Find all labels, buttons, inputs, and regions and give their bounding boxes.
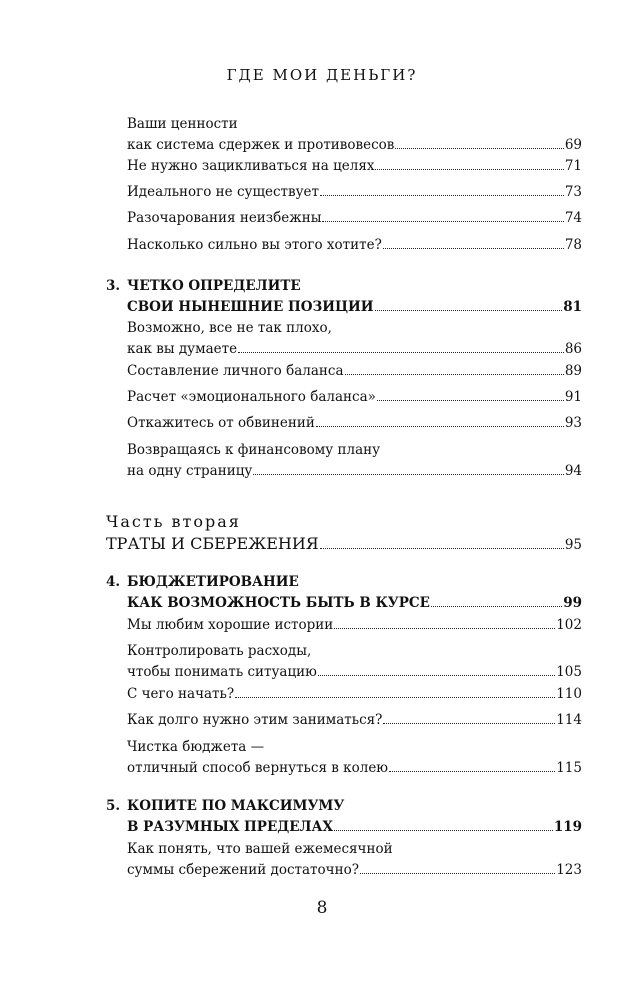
toc-entry[interactable]: [127, 440, 582, 482]
toc-entry[interactable]: [127, 710, 582, 731]
toc-entry-line: Возвращаясь к финансовому плану: [127, 442, 381, 458]
toc-page-number: 119: [553, 819, 582, 835]
toc-page-number: 102: [556, 617, 582, 633]
toc-page-number: 115: [556, 760, 582, 776]
chapter-title-line: БЮДЖЕТИРОВАНИЕ: [127, 574, 299, 590]
page-number: 8: [316, 898, 328, 918]
dot-leader: [334, 830, 553, 831]
toc-page-number: 81: [563, 299, 582, 315]
toc-page-number: 99: [563, 595, 582, 611]
toc-entry-title: чтобы понимать ситуацию: [127, 664, 317, 680]
toc-entry[interactable]: [127, 615, 582, 636]
part-label: Часть вторая: [106, 512, 241, 531]
toc-page-number: 105: [556, 664, 582, 680]
toc-entry-line: Чистка бюджета —: [127, 739, 265, 755]
toc-entry[interactable]: [127, 387, 582, 408]
toc-entry-title: Откажитесь от обвинений: [127, 415, 315, 431]
toc-entry-title: Насколько сильно вы этого хотите?: [127, 237, 382, 253]
dot-leader: [375, 169, 563, 170]
chapter-title-line: КОПИТЕ ПО МАКСИМУМУ: [127, 798, 345, 814]
dot-leader: [383, 723, 555, 724]
toc-entry[interactable]: [127, 208, 582, 229]
toc-entry-title: Как долго нужно этим заниматься?: [127, 712, 383, 728]
toc-entry-title: Разочарования неизбежны: [127, 210, 322, 226]
toc-chapter-entry[interactable]: [127, 796, 582, 838]
toc-chapter-entry[interactable]: [127, 276, 582, 318]
toc-page-number: 89: [564, 363, 582, 379]
dot-leader: [253, 474, 563, 475]
toc-entry-title: С чего начать?: [127, 686, 235, 702]
toc-entry-title: как вы думаете: [127, 341, 238, 357]
toc-part-entry[interactable]: [106, 533, 582, 556]
dot-leader: [316, 426, 564, 427]
toc-page-number: 95: [564, 537, 582, 553]
toc-page-number: 91: [564, 389, 582, 405]
toc-page-number: 69: [564, 137, 582, 153]
toc-page-number: 93: [564, 415, 582, 431]
running-head: ГДЕ МОИ ДЕНЬГИ?: [226, 66, 418, 84]
dot-leader: [389, 771, 555, 772]
toc-entry[interactable]: [127, 684, 582, 705]
toc-entry[interactable]: [127, 641, 582, 683]
toc-page-number: 110: [556, 686, 582, 702]
toc-entry-line: Возможно, все не так плохо,: [127, 320, 332, 336]
dot-leader: [320, 195, 564, 196]
toc-entry-title: на одну страницу: [127, 463, 253, 479]
chapter-title: КАК ВОЗМОЖНОСТЬ БЫТЬ В КУРСЕ: [127, 595, 430, 611]
toc-entry[interactable]: [127, 182, 582, 203]
toc-entry-title: как система сдержек и противовесов: [127, 137, 395, 153]
chapter-title-line: ЧЕТКО ОПРЕДЕЛИТЕ: [127, 278, 301, 294]
dot-leader: [322, 221, 563, 222]
toc-entry-title: отличный способ вернуться в колею: [127, 760, 389, 776]
toc-entry-title: Составление личного баланса: [127, 363, 344, 379]
toc-entry-line: Ваши ценности: [127, 116, 238, 132]
chapter-title: СВОИ НЫНЕШНИЕ ПОЗИЦИИ: [127, 299, 374, 315]
dot-leader: [334, 628, 555, 629]
toc-page-number: 86: [564, 341, 582, 357]
dot-leader: [345, 374, 564, 375]
toc-entry[interactable]: [127, 318, 582, 360]
part-title: ТРАТЫ И СБЕРЕЖЕНИЯ: [106, 534, 319, 553]
toc-entry-title: Расчет «эмоционального баланса»: [127, 389, 376, 405]
toc-entry-title: Мы любим хорошие истории: [127, 617, 334, 633]
toc-page-number: 74: [564, 210, 582, 226]
toc-page-number: 78: [564, 237, 582, 253]
chapter-title: В РАЗУМНЫХ ПРЕДЕЛАХ: [127, 819, 333, 835]
toc-page-number: 71: [564, 158, 582, 174]
chapter-number: 4.: [106, 574, 121, 590]
toc-entry[interactable]: [127, 235, 582, 256]
toc-page-number: 94: [564, 463, 582, 479]
toc-entry-title: Не нужно зацикливаться на целях: [127, 158, 375, 174]
toc-entry[interactable]: [127, 839, 582, 881]
chapter-number: 3.: [106, 278, 121, 294]
dot-leader: [383, 248, 564, 249]
toc-entry[interactable]: [127, 361, 582, 382]
toc-entry[interactable]: [127, 737, 582, 779]
toc-entry-title: Идеального не существует: [127, 184, 320, 200]
toc-entry-title: суммы сбережений достаточно?: [127, 862, 359, 878]
toc-entry-line: Как понять, что вашей ежемесячной: [127, 841, 393, 857]
chapter-number: 5.: [106, 798, 121, 814]
dot-leader: [318, 675, 555, 676]
toc-entry[interactable]: [127, 114, 582, 156]
dot-leader: [395, 148, 563, 149]
toc-entry[interactable]: [127, 413, 582, 434]
dot-leader: [238, 352, 564, 353]
dot-leader: [431, 606, 562, 607]
toc-chapter-entry[interactable]: [127, 572, 582, 614]
dot-leader: [375, 310, 563, 311]
dot-leader: [235, 697, 555, 698]
dot-leader: [320, 548, 564, 549]
toc-page-number: 73: [564, 184, 582, 200]
dot-leader: [360, 873, 555, 874]
toc-page-number: 123: [556, 862, 582, 878]
dot-leader: [377, 400, 564, 401]
toc-page-number: 114: [556, 712, 582, 728]
toc-entry[interactable]: [127, 156, 582, 177]
toc-entry-line: Контролировать расходы,: [127, 643, 312, 659]
